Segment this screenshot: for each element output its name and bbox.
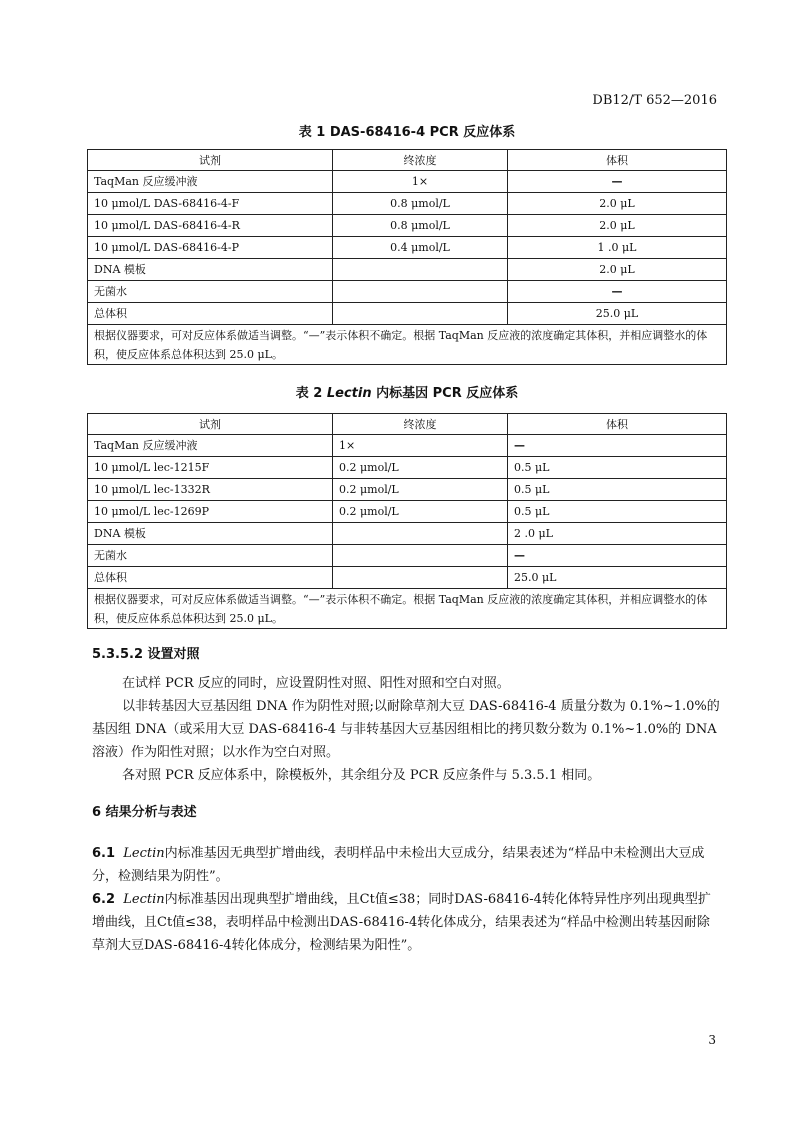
reagent-cell: TaqMan 反应缓冲液 (88, 435, 333, 457)
table-header-row (88, 414, 727, 435)
clause-italic-term: Lectin (123, 846, 165, 861)
table-row (88, 545, 727, 567)
table1 (87, 149, 727, 365)
clause-italic-term: Lectin (123, 892, 165, 907)
concentration-cell: 0.2 μmol/L (333, 479, 508, 501)
section-heading-5352: 5.3.5.2 设置对照 (92, 647, 200, 662)
header-cell: 终浓度 (333, 150, 508, 171)
volume-cell: 1 .0 μL (508, 237, 727, 259)
concentration-cell (333, 567, 508, 589)
table-row (88, 171, 727, 193)
volume-cell: 2.0 μL (508, 193, 727, 215)
table-row (88, 435, 727, 457)
volume-cell: 0.5 μL (508, 457, 727, 479)
volume-cell: 0.5 μL (508, 501, 727, 523)
paragraph: 以非转基因大豆基因组 DNA 作为阴性对照;以耐除草剂大豆 DAS-68416-4 质量分数为 0.1%~1.0%的基因组 DNA（或采用大豆 DAS-68416-4 与非转基因大豆基因组相比的拷贝数分数为 0.1%~1.0%的 DNA 溶液）作为阳性对照；以水作为空白对照。 (92, 699, 720, 760)
table-row (88, 457, 727, 479)
concentration-cell: 0.2 μmol/L (333, 457, 508, 479)
clause-text: 内标准基因出现典型扩增曲线，且Ct值≤38；同时DAS-68416-4转化体特异性序列出现典型扩增曲线，且Ct值≤38，表明样品中检测出DAS-68416-4转化体成分，结果表述为“样品中检测出转基因耐除草剂大豆DAS-68416-4转化体成分，检测结果为阳性”。 (92, 892, 711, 953)
concentration-cell: 1× (333, 435, 508, 457)
table-header-row (88, 150, 727, 171)
caption-suffix: 内标基因 PCR 反应体系 (371, 386, 519, 401)
table2-caption (88, 382, 726, 401)
volume-cell: 2.0 μL (508, 215, 727, 237)
volume-cell: — (508, 281, 727, 303)
header-cell: 体积 (508, 414, 727, 435)
table-note-row (88, 589, 727, 629)
clause-6-2 (92, 888, 722, 957)
reagent-cell: 无菌水 (88, 545, 333, 567)
table-note-row (88, 325, 727, 365)
volume-cell: 2 .0 μL (508, 523, 727, 545)
concentration-cell: 0.2 μmol/L (333, 501, 508, 523)
concentration-cell (333, 545, 508, 567)
volume-cell: — (508, 171, 727, 193)
volume-cell: 0.5 μL (508, 479, 727, 501)
table-row (88, 215, 727, 237)
table2 (87, 413, 727, 629)
table-row (88, 567, 727, 589)
table-row (88, 479, 727, 501)
table-row (88, 523, 727, 545)
reagent-cell: 无菌水 (88, 281, 333, 303)
reagent-cell: 10 μmol/L DAS-68416-4-F (88, 193, 333, 215)
clause-6-1 (92, 842, 722, 888)
reagent-cell: 总体积 (88, 303, 333, 325)
caption-prefix: 表 2 (295, 386, 327, 401)
reagent-cell: 10 μmol/L lec-1215F (88, 457, 333, 479)
volume-cell: — (508, 545, 727, 567)
document-code: DB12/T 652—2016 (592, 93, 717, 108)
table1-caption: 表 1 DAS-68416-4 PCR 反应体系 (298, 125, 516, 140)
table-row (88, 193, 727, 215)
reagent-cell: DNA 模板 (88, 259, 333, 281)
table-row (88, 281, 727, 303)
volume-cell: 2.0 μL (508, 259, 727, 281)
volume-cell: 25.0 μL (508, 303, 727, 325)
reagent-cell: 总体积 (88, 567, 333, 589)
concentration-cell: 0.8 μmol/L (333, 193, 508, 215)
header-cell: 试剂 (88, 414, 333, 435)
caption-italic: Lectin (326, 386, 372, 401)
reagent-cell: 10 μmol/L lec-1269P (88, 501, 333, 523)
reagent-cell: 10 μmol/L DAS-68416-4-R (88, 215, 333, 237)
table1-note: 根据仪器要求，可对反应体系做适当调整。“—”表示体积不确定。根据 TaqMan 反应液的浓度确定其体积，并相应调整水的体积，使反应体系总体积达到 25.0 μL。 (88, 325, 727, 365)
table-row (88, 501, 727, 523)
reagent-cell: 10 μmol/L lec-1332R (88, 479, 333, 501)
concentration-cell (333, 259, 508, 281)
concentration-cell: 0.4 μmol/L (333, 237, 508, 259)
reagent-cell: DNA 模板 (88, 523, 333, 545)
header-cell: 试剂 (88, 150, 333, 171)
clause-number: 6.2 (92, 892, 116, 907)
concentration-cell (333, 281, 508, 303)
paragraph: 在试样 PCR 反应的同时，应设置阴性对照、阳性对照和空白对照。 (122, 676, 510, 691)
volume-cell: — (508, 435, 727, 457)
reagent-cell: 10 μmol/L DAS-68416-4-P (88, 237, 333, 259)
page-number: 3 (708, 1033, 716, 1047)
section-heading-6: 6 结果分析与表述 (92, 805, 197, 820)
concentration-cell: 0.8 μmol/L (333, 215, 508, 237)
table-row (88, 259, 727, 281)
header-cell: 终浓度 (333, 414, 508, 435)
clause-number: 6.1 (92, 846, 116, 861)
clause-text: 内标准基因无典型扩增曲线，表明样品中未检出大豆成分，结果表述为“样品中未检测出大豆成分，检测结果为阴性”。 (92, 846, 705, 884)
concentration-cell (333, 523, 508, 545)
table2-note: 根据仪器要求，可对反应体系做适当调整。“—”表示体积不确定。根据 TaqMan 反应液的浓度确定其体积，并相应调整水的体积，使反应体系总体积达到 25.0 μL。 (88, 589, 727, 629)
concentration-cell: 1× (333, 171, 508, 193)
table-row (88, 303, 727, 325)
table-row (88, 237, 727, 259)
paragraph: 各对照 PCR 反应体系中，除模板外，其余组分及 PCR 反应条件与 5.3.5.1 相同。 (122, 768, 601, 783)
reagent-cell: TaqMan 反应缓冲液 (88, 171, 333, 193)
volume-cell: 25.0 μL (508, 567, 727, 589)
concentration-cell (333, 303, 508, 325)
header-cell: 体积 (508, 150, 727, 171)
